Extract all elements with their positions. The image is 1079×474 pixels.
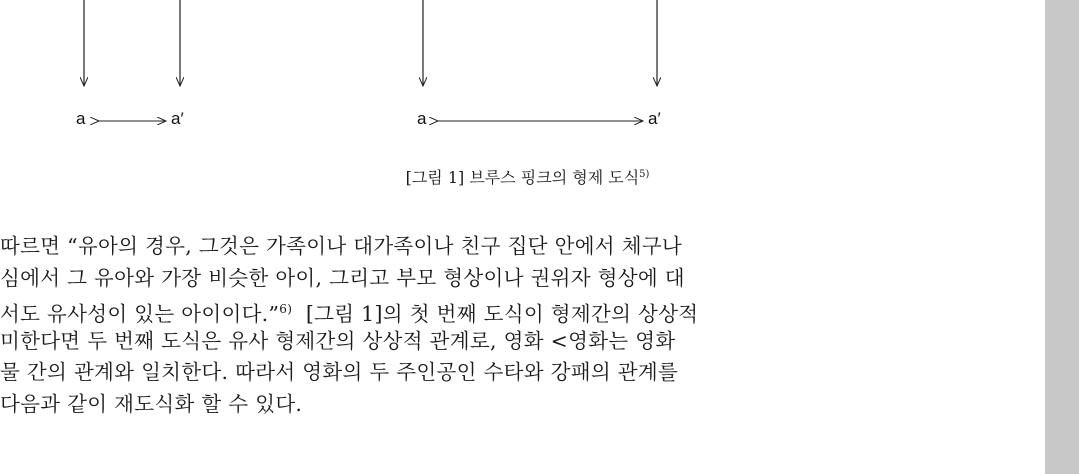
line-continuation: [그림 1]의 첫 번째 도식이 형제간의 상상적 <box>292 302 699 326</box>
body-paragraph <box>0 231 1040 421</box>
caption-text: [그림 1] 브루스 핑크의 형제 도식 <box>405 168 640 187</box>
paragraph-line <box>0 294 1040 326</box>
figure-caption <box>0 165 1045 188</box>
scrollbar[interactable] <box>1045 0 1079 474</box>
left-label-a: a <box>76 109 86 128</box>
footnote-ref: 6) <box>279 302 293 317</box>
paragraph-line: 다음과 같이 재도식화 할 수 있다. <box>0 391 303 416</box>
sibling-diagram <box>0 0 1045 140</box>
diagram-arrows <box>0 0 1045 140</box>
caption-footnote-ref: 5) <box>639 169 650 180</box>
left-label-a-prime: a′ <box>171 109 184 128</box>
paragraph-line: 물 간의 관계와 일치한다. 따라서 영화의 두 주인공인 수타와 강패의 관계를 <box>0 360 679 385</box>
right-label-a: a <box>417 109 427 128</box>
quote-end-text: 서도 유사성이 있는 아이이다.” <box>0 302 280 326</box>
paragraph-line: 따르면 “유아의 경우, 그것은 가족이나 대가족이나 친구 집단 안에서 체구나 <box>0 234 683 258</box>
right-label-a-prime: a′ <box>648 109 661 128</box>
paragraph-line: 미한다면 두 번째 도식은 유사 형제간의 상상적 관계로, 영화 <영화는 영화 <box>0 328 676 353</box>
paragraph-line: 심에서 그 유아와 가장 비슷한 아이, 그리고 부모 형상이나 권위자 형상에 대 <box>0 265 685 290</box>
